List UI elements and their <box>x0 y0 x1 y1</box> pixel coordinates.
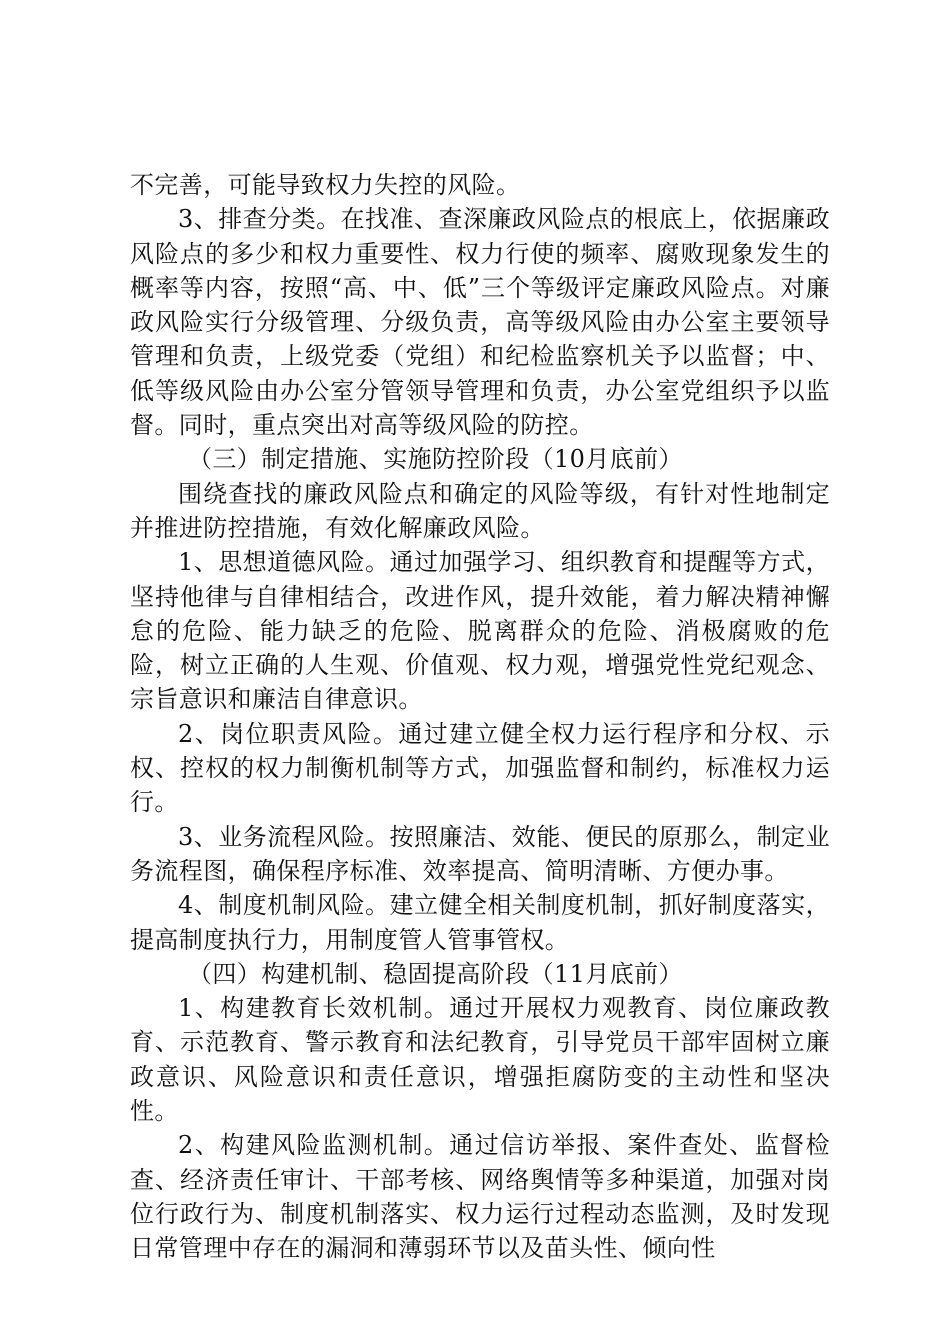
paragraph-institutional-risk: 4、制度机制风险。建立健全相关制度机制，抓好制度落实，提高制度执行力，用制度管人管事管权。 <box>130 891 830 954</box>
paragraph-business-process-risk: 3、业务流程风险。按照廉洁、效能、便民的原那么，制定业务流程图，确保程序标准、效率提高、简明清晰、方便办事。 <box>130 822 830 885</box>
section-heading-4: （四）构建机制、稳固提高阶段（11月底前） <box>188 959 683 988</box>
document-body <box>130 168 830 1266</box>
paragraph-education-mechanism: 1、构建教育长效机制。通过开展权力观教育、岗位廉政教育、示范教育、警示教育和法纪教育，引导党员干部牢固树立廉政意识、风险意识和责任意识，增强拒腐防变的主动性和坚决性。 <box>130 994 830 1126</box>
paragraph-section-3-intro: 围绕查找的廉政风险点和确定的风险等级，有针对性地制定并推进防控措施，有效化解廉政风险。 <box>130 479 830 542</box>
paragraph-continuation: 不完善，可能导致权力失控的风险。 <box>130 171 521 199</box>
paragraph-ideological-moral-risk: 1、思想道德风险。通过加强学习、组织教育和提醒等方式，坚持他律与自律相结合，改进作风，提升效能，着力解决精神懈怠的危险、能力缺乏的危险、脱离群众的危险、消极腐败的危险，树立正确的人生观、价值观、权力观，增强党性党纪观念、宗旨意识和廉洁自律意识。 <box>130 548 830 714</box>
section-heading-3: （三）制定措施、实施防控阶段（10月底前） <box>188 445 683 474</box>
paragraph-risk-monitoring-mechanism: 2、构建风险监测机制。通过信访举报、案件查处、监督检查、经济责任审计、干部考核、网络舆情等多种渠道，加强对岗位行政行为、制度机制落实、权力运行过程动态监测，及时发现日常管理中存在的漏洞和薄弱环节以及苗头性、倾向性 <box>130 1131 830 1263</box>
paragraph-post-duty-risk: 2、岗位职责风险。通过建立健全权力运行程序和分权、示权、控权的权力制衡机制等方式，加强监督和制约，标准权力运行。 <box>130 719 830 817</box>
paragraph-screening-classification: 3、排查分类。在找准、查深廉政风险点的根底上，依据廉政风险点的多少和权力重要性、权力行使的频率、腐败现象发生的概率等内容，按照“高、中、低”三个等级评定廉政风险点。对廉政风险实行分级管理、分级负责，高等级风险由办公室主要领导管理和负责，上级党委（党组）和纪检监察机关予以监督；中、低等级风险由办公室分管领导管理和负责，办公室党组织予以监督。同时，重点突出对高等级风险的防控。 <box>130 205 830 440</box>
